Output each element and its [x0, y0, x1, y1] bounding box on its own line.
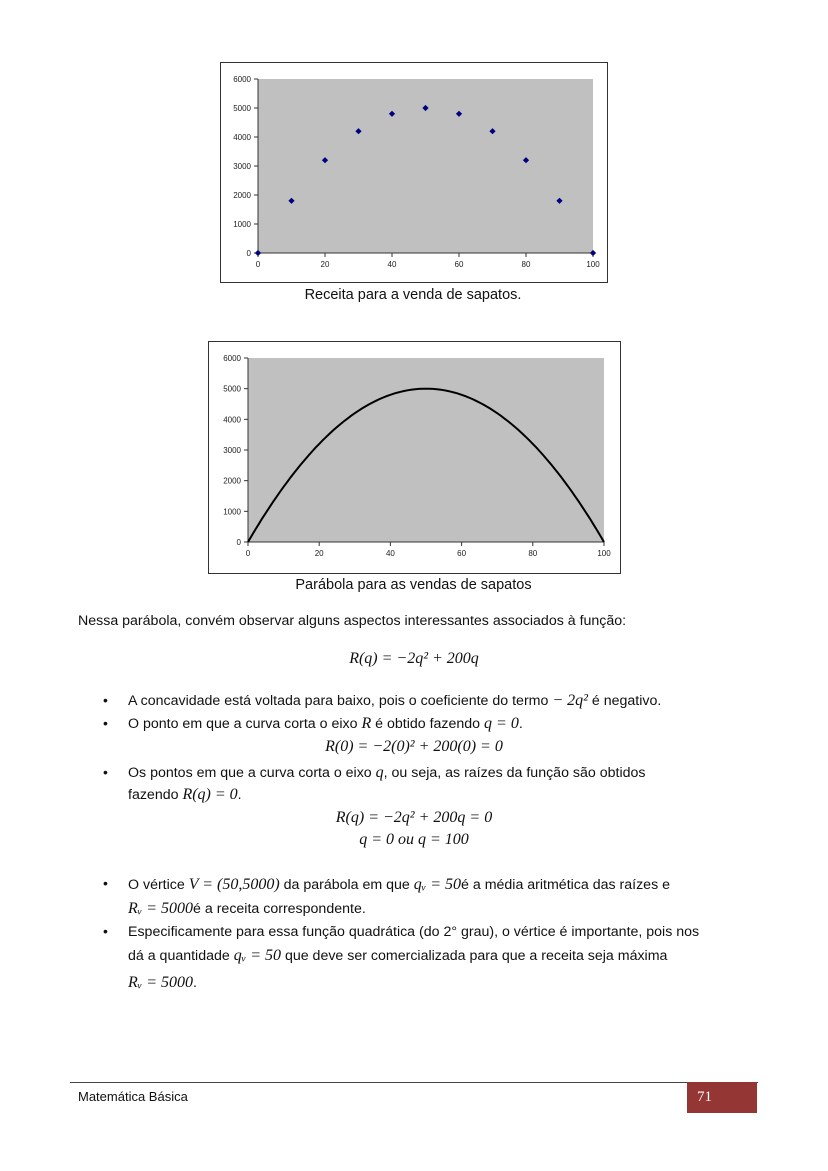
svg-text:1000: 1000: [223, 507, 241, 517]
svg-text:100: 100: [597, 549, 611, 558]
bullet-4-text-2: é a receita correspondente.: [193, 901, 366, 917]
bullet-dot: •: [103, 875, 108, 891]
bullet-2-text-end: .: [518, 716, 523, 732]
svg-text:3000: 3000: [233, 162, 251, 171]
chart2-caption: Parábola para as vendas de sapatos: [295, 577, 532, 593]
svg-text:0: 0: [245, 549, 251, 558]
equation-roots: q = 0 ou q = 100: [359, 831, 469, 848]
bullet-3-text-2: fazendo: [128, 787, 183, 803]
parabola-chart: [209, 342, 620, 573]
math-term: V = (50,5000): [188, 876, 280, 893]
svg-text:2000: 2000: [223, 476, 241, 486]
scatter-chart: [221, 63, 607, 282]
svg-text:0: 0: [246, 249, 251, 258]
bullet-4-text-mid: da parábola em que: [279, 877, 414, 893]
math-term: R: [361, 715, 372, 732]
bullet-2: [128, 713, 523, 735]
svg-text:40: 40: [385, 549, 395, 558]
bullet-4: [128, 873, 670, 921]
bullet-1-text: A concavidade está voltada para baixo, pois o coeficiente do termo: [128, 693, 553, 709]
main-equation: R(q) = −2q² + 200q: [349, 650, 479, 667]
math-term: Rᵥ = 5000: [128, 900, 194, 917]
bullet-3-text: Os pontos em que a curva corta o eixo: [128, 765, 376, 781]
page-number: 71: [687, 1082, 757, 1113]
equation-r-zero: R(0) = −2(0)² + 200(0) = 0: [325, 738, 503, 755]
math-term: qᵥ = 50: [233, 947, 281, 964]
bullet-5-text-3: .: [193, 975, 197, 991]
bullet-2-text: O ponto em que a curva corta o eixo: [128, 716, 362, 732]
bullet-dot: •: [103, 715, 108, 731]
equation-r-q-zero: R(q) = −2q² + 200q = 0: [335, 809, 493, 826]
bullet-3-text-2-end: .: [237, 787, 242, 803]
svg-text:6000: 6000: [233, 75, 251, 84]
svg-text:5000: 5000: [223, 384, 241, 394]
svg-text:2000: 2000: [233, 191, 251, 200]
svg-text:1000: 1000: [233, 220, 251, 229]
svg-text:5000: 5000: [233, 104, 251, 113]
bullet-4-text-end: é a média aritmética das raízes e: [461, 877, 670, 893]
footer-divider: [70, 1082, 758, 1083]
bullet-3-text-end: , ou seja, as raízes da função são obtidos: [383, 765, 646, 781]
svg-text:6000: 6000: [223, 354, 241, 363]
bullet-dot: •: [103, 923, 108, 939]
bullet-dot: •: [103, 692, 108, 708]
svg-text:100: 100: [586, 260, 600, 269]
svg-text:20: 20: [320, 260, 330, 269]
svg-text:0: 0: [255, 260, 261, 269]
svg-text:60: 60: [454, 260, 464, 269]
svg-text:80: 80: [521, 260, 531, 269]
math-term: R(q) = 0: [182, 786, 238, 803]
math-term: Rᵥ = 5000: [128, 974, 194, 991]
chart-scatter-frame: [220, 62, 608, 283]
bullet-3: [128, 762, 645, 806]
chart1-caption: Receita para a venda de sapatos.: [304, 287, 522, 303]
bullet-1: [128, 690, 661, 712]
svg-text:20: 20: [314, 549, 324, 558]
svg-text:3000: 3000: [223, 446, 241, 455]
svg-text:80: 80: [528, 549, 538, 558]
svg-text:40: 40: [387, 260, 397, 269]
math-term: q = 0: [484, 715, 519, 732]
bullet-4-text: O vértice: [128, 877, 189, 893]
bullet-5-text: Especificamente para essa função quadrática (do 2° grau), o vértice é importante, pois nos: [128, 924, 700, 940]
svg-text:4000: 4000: [233, 133, 251, 142]
svg-text:4000: 4000: [223, 415, 241, 425]
intro-paragraph: Nessa parábola, convém observar alguns aspectos interessantes associados à função:: [78, 613, 627, 629]
bullet-1-text-end: é negativo.: [587, 693, 662, 709]
chart-line-frame: [208, 341, 621, 574]
math-term: qᵥ = 50: [413, 876, 462, 893]
svg-text:0: 0: [236, 538, 241, 547]
math-term: q: [375, 764, 384, 781]
footer-title: Matemática Básica: [78, 1089, 188, 1104]
bullet-dot: •: [103, 764, 108, 780]
bullet-5: [128, 921, 699, 995]
bullet-5-text-2: dá a quantidade: [128, 948, 234, 964]
bullet-5-text-2-end: que deve ser comercializada para que a receita seja máxima: [281, 948, 668, 964]
math-term: − 2q²: [552, 692, 588, 709]
svg-text:60: 60: [457, 549, 467, 558]
bullet-2-text-mid: é obtido fazendo: [371, 716, 485, 732]
